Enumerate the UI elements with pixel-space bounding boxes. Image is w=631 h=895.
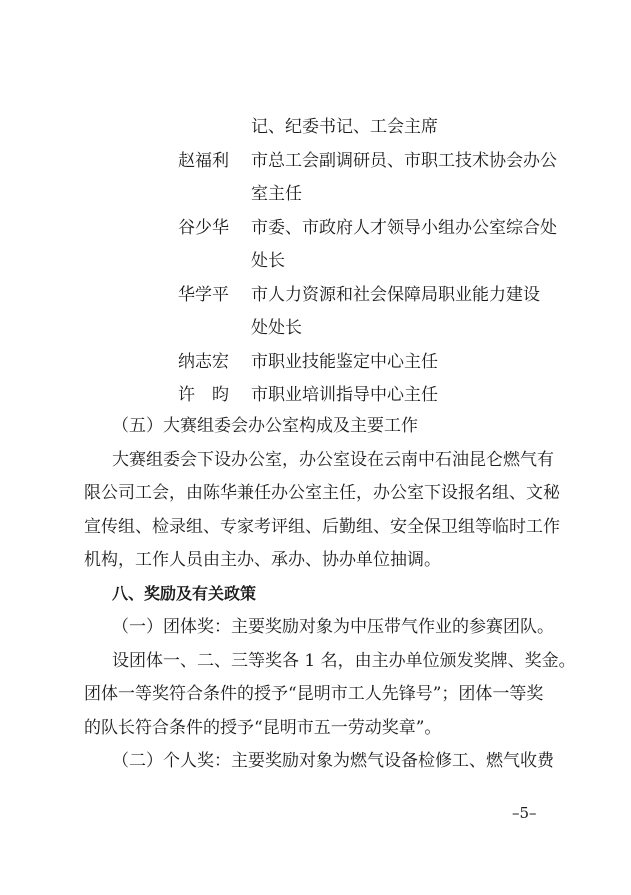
paragraph-line: 限公司工会，由陈华兼任办公室主任，办公室下设报名组、文秘 <box>84 483 560 503</box>
member-role-line: 市人力资源和社会保障局职业能力建设 <box>251 285 540 305</box>
paragraph-line: 大赛组委会下设办公室，办公室设在云南中石油昆仑燃气有 <box>112 450 554 470</box>
paragraph-line: 宣传组、检录组、专家考评组、后勤组、安全保卫组等临时工作 <box>84 517 560 537</box>
member-role-line: 市总工会副调研员、市职工技术协会办公 <box>251 151 557 171</box>
section-heading: （五）大赛组委会办公室构成及主要工作 <box>112 416 418 436</box>
member-name: 华学平 <box>178 285 229 305</box>
member-name: 许 昀 <box>178 385 229 405</box>
section-heading: 八、奖励及有关政策 <box>112 584 257 603</box>
member-role-line: 记、纪委书记、工会主席 <box>251 117 438 137</box>
member-name: 谷少华 <box>178 218 229 238</box>
subsection-heading: （一）团体奖：主要奖励对象为中压带气作业的参赛团队。 <box>112 617 554 637</box>
member-name: 纳志宏 <box>178 352 229 372</box>
member-role-line: 市职业培训指导中心主任 <box>251 385 438 405</box>
member-role-line: 市职业技能鉴定中心主任 <box>251 352 438 372</box>
subsection-heading: （二）个人奖：主要奖励对象为燃气设备检修工、燃气收费 <box>112 751 554 771</box>
member-role-line: 处处长 <box>251 318 302 338</box>
paragraph-line: 设团体一、二、三等奖各 1 名，由主办单位颁发奖牌、奖金。 <box>112 651 576 671</box>
member-name: 赵福利 <box>178 151 229 171</box>
paragraph-line: 的队长符合条件的授予“昆明市五一劳动奖章”。 <box>84 718 442 738</box>
page-number: –5– <box>512 804 537 822</box>
member-role-line: 室主任 <box>251 184 302 204</box>
paragraph-line: 团体一等奖符合条件的授予“昆明市工人先锋号”；团体一等奖 <box>84 684 544 704</box>
paragraph-line: 机构，工作人员由主办、承办、协办单位抽调。 <box>84 550 441 570</box>
member-role-line: 市委、市政府人才领导小组办公室综合处 <box>251 218 557 238</box>
member-role-line: 处长 <box>251 251 285 271</box>
